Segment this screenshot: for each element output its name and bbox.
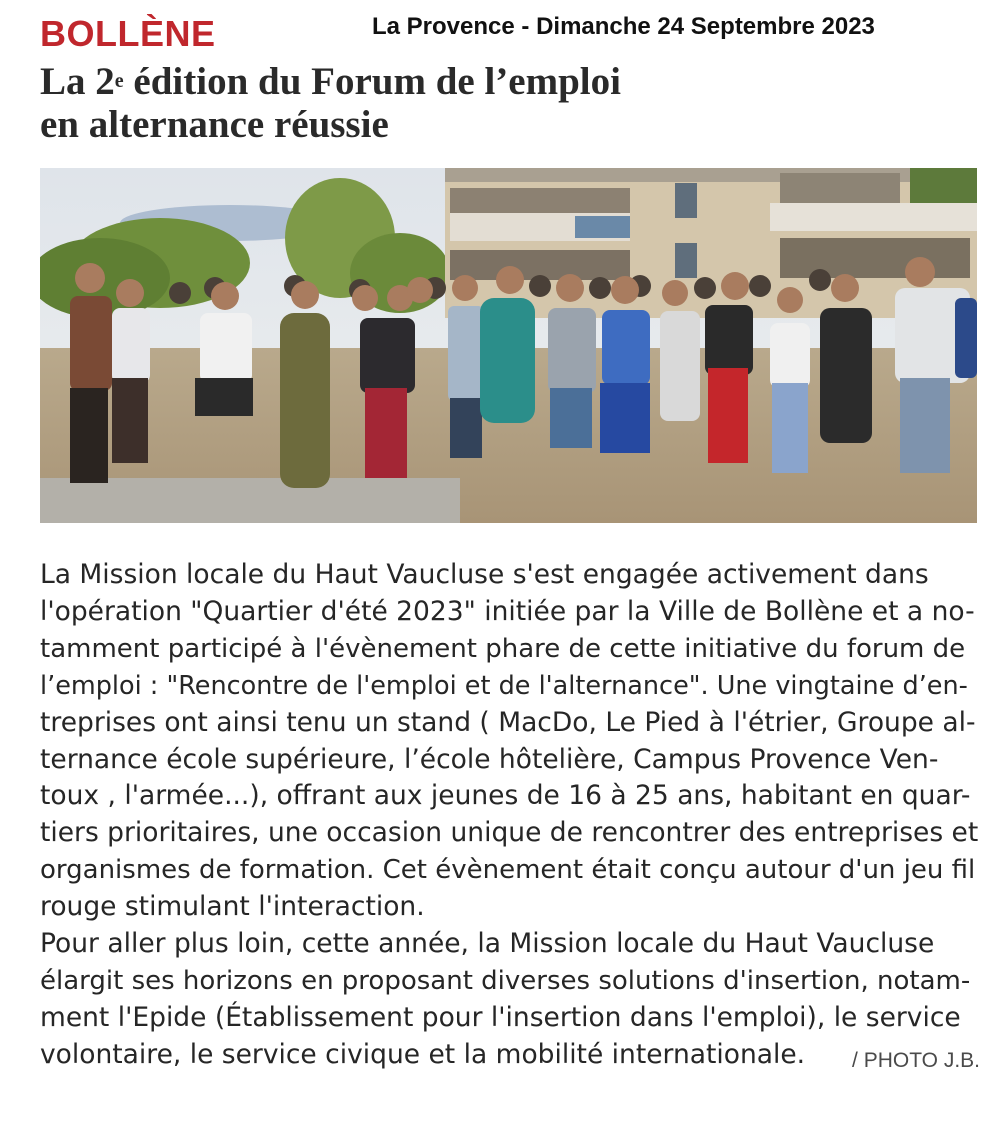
article-line-text: volontaire, le service civique et la mobilité internationale.: [40, 1038, 806, 1070]
article-line: ternance école supérieure, l’école hôtelière, Campus Provence Ven-: [40, 743, 939, 775]
article-line: La Mission locale du Haut Vaucluse s'est engagée activement dans: [40, 559, 929, 590]
article-line: ment l'Epide (Établissement pour l'insertion dans l'emploi), le service: [40, 1001, 961, 1033]
article-headline: [40, 60, 940, 146]
headline-superscript: e: [114, 70, 124, 92]
article-line: treprises ont ainsi tenu un stand ( MacDo, Le Pied à l'étrier, Groupe al-: [40, 706, 976, 738]
article-line: organismes de formation. Cet évènement était conçu autour d'un jeu fil: [40, 855, 976, 886]
headline-line-2: en alternance réussie: [40, 103, 389, 146]
article-line: toux , l'armée...), offrant aux jeunes de 16 à 25 ans, habitant en quar-: [40, 780, 971, 812]
group-photo: [40, 168, 977, 523]
article-body: [40, 557, 980, 1080]
headline-line-1: [40, 60, 940, 103]
headline-part: La 2: [40, 60, 115, 103]
article-line: Pour aller plus loin, cette année, la Mission locale du Haut Vaucluse: [40, 928, 935, 960]
article-line-last: [40, 1037, 980, 1074]
headline-part: édition du Forum de l’emploi: [123, 60, 621, 103]
article-line: tiers prioritaires, une occasion unique de rencontrer des entreprises et: [40, 817, 979, 849]
article-line: l’emploi : "Rencontre de l'emploi et de l'alternance". Une vingtaine d’en-: [40, 670, 968, 701]
article-line: tamment participé à l'évènement phare de cette initiative du forum de: [40, 633, 966, 664]
group-photo-image: [40, 168, 977, 523]
photo-credit: / PHOTO J.B.: [852, 1048, 980, 1072]
article-line: l'opération "Quartier d'été 2023" initiée par la Ville de Bollène et a no-: [40, 595, 975, 627]
publication-source-date: La Provence - Dimanche 24 Septembre 2023: [372, 13, 875, 40]
section-kicker: BOLLÈNE: [40, 13, 216, 54]
article-line: élargit ses horizons en proposant diverses solutions d'insertion, notam-: [40, 965, 971, 996]
article-line: rouge stimulant l'interaction.: [40, 891, 425, 923]
